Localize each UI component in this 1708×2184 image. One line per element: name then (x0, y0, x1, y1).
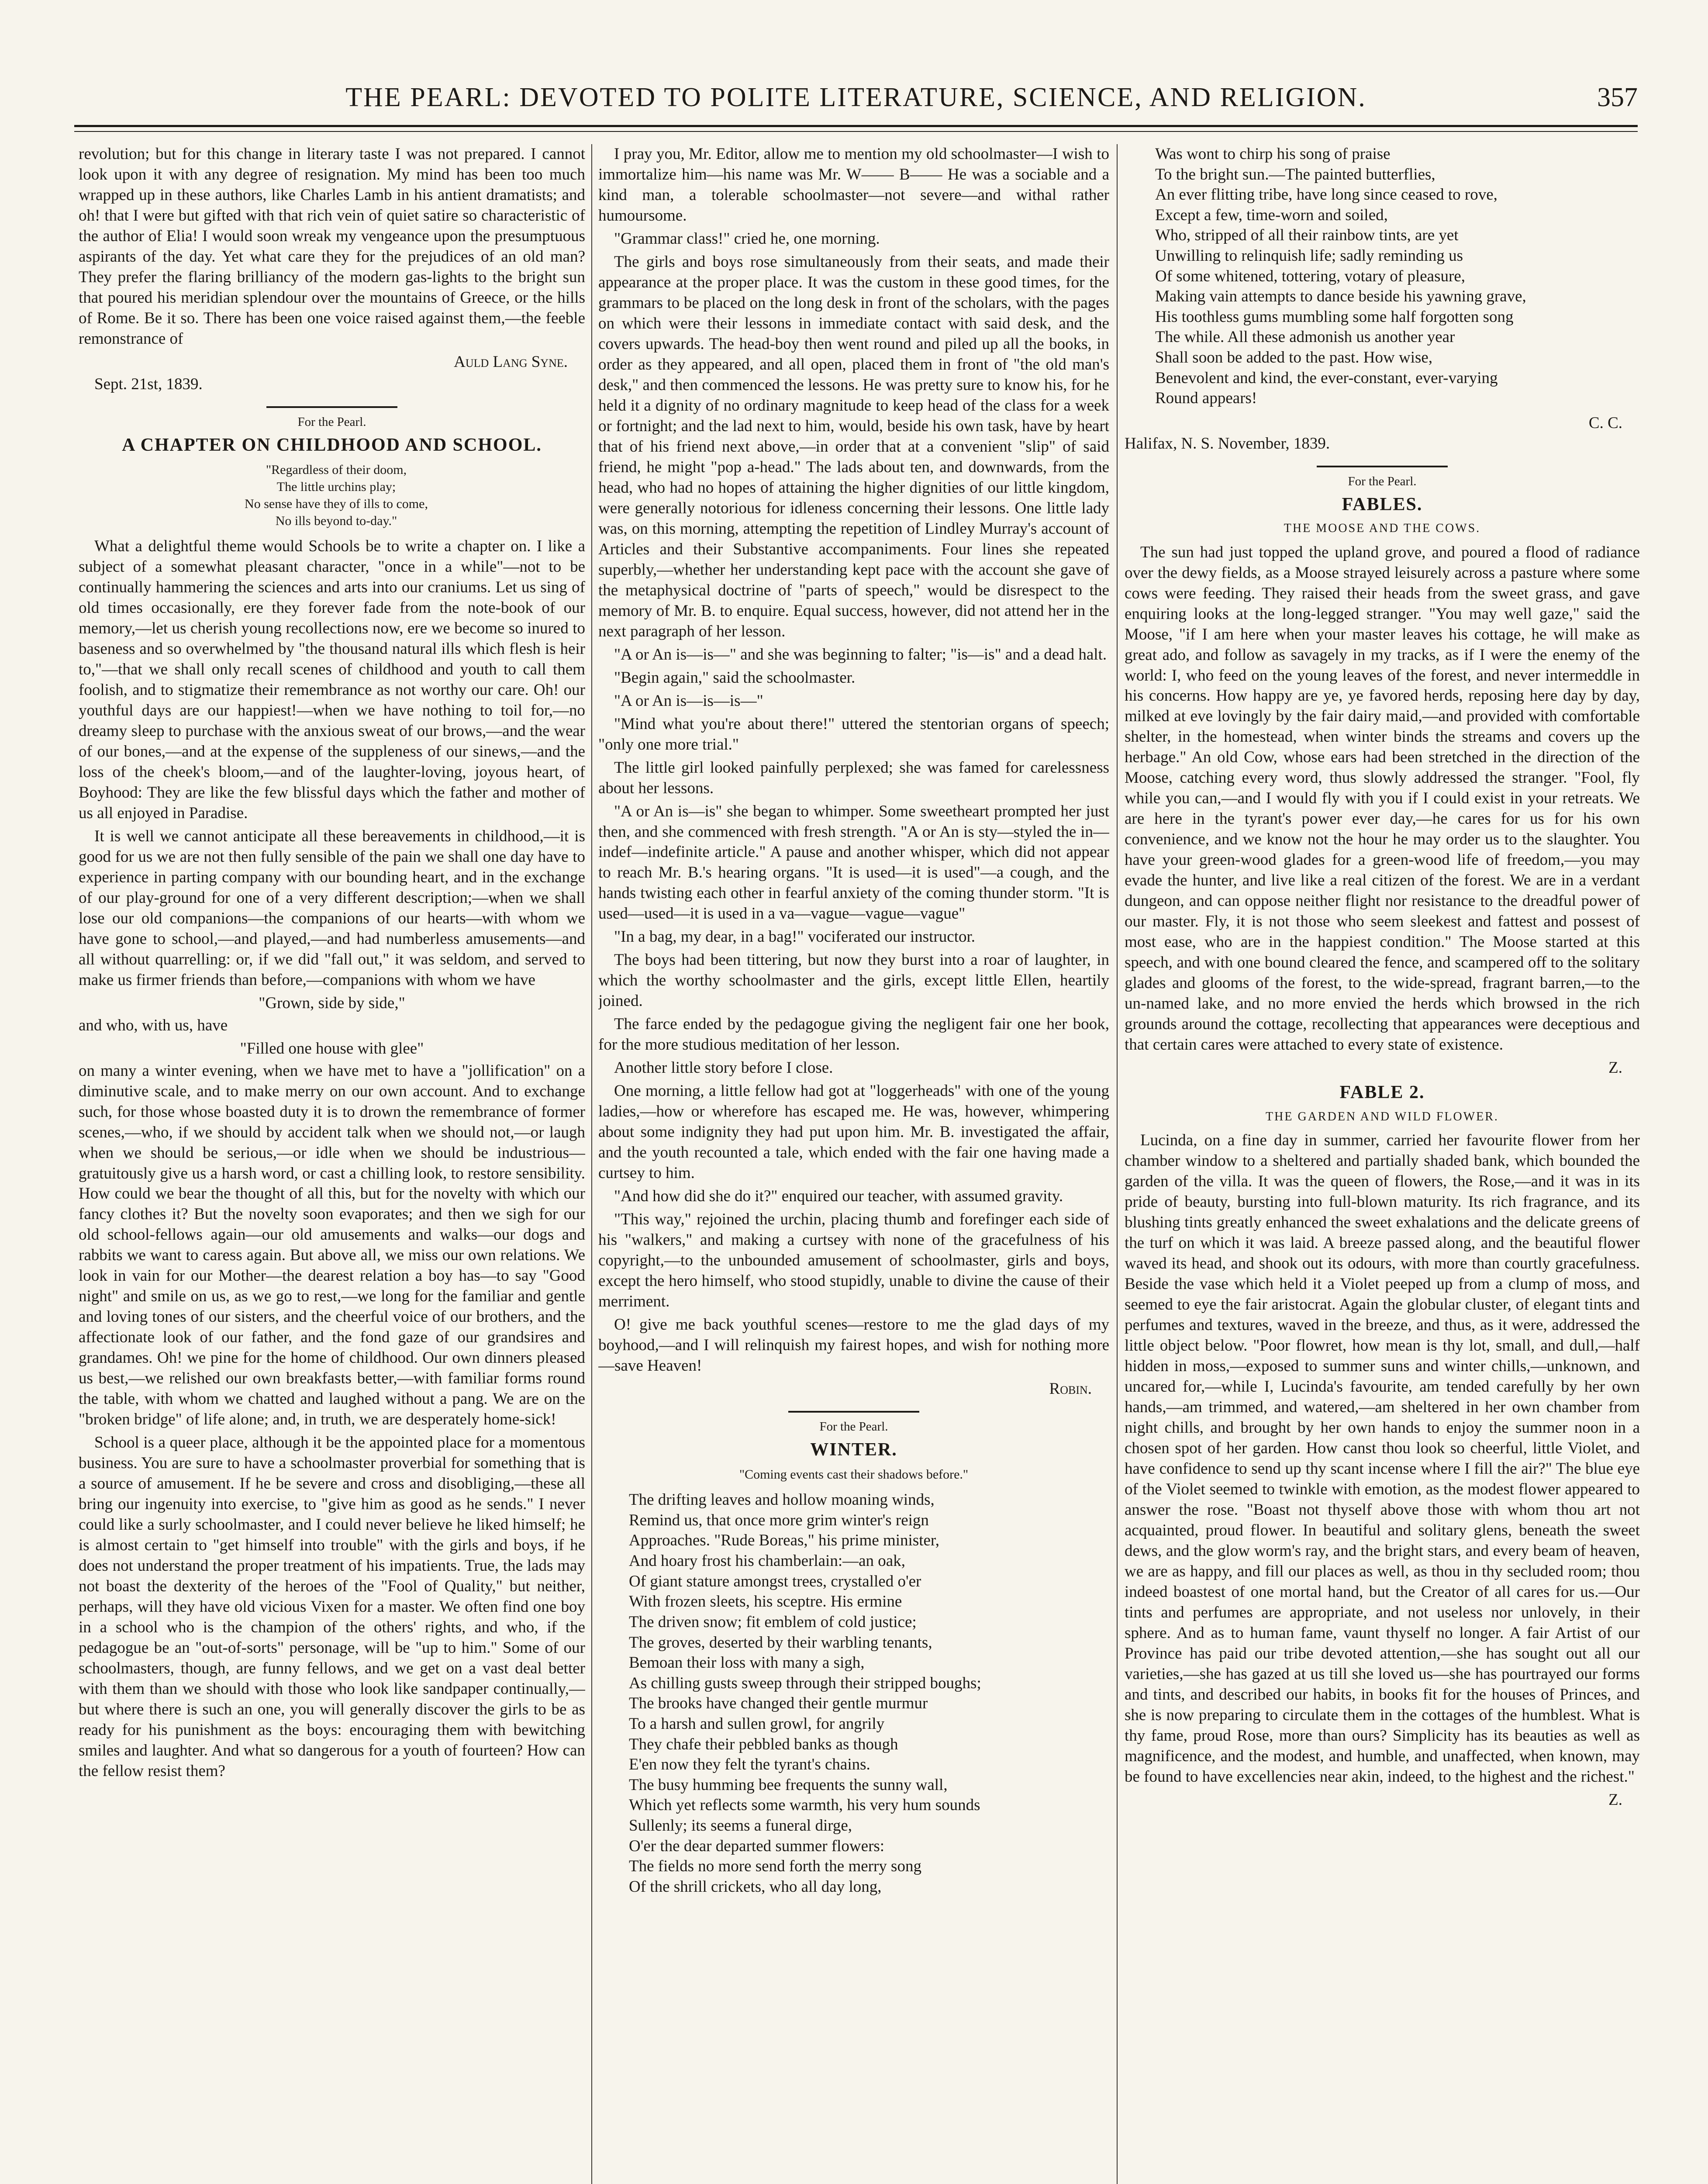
poem-line: Approaches. "Rude Boreas," his prime minister, (629, 1531, 940, 1550)
poem-line: Making vain attempts to dance beside his yawning grave, (1155, 287, 1526, 306)
fable1-signature: Z. (1608, 1059, 1622, 1077)
paragraph: "This way," rejoined the urchin, placing thumb and forefinger each side of his "walkers," and making a curtsey with none of the gracefulness of his copyright,—to the unbounded amusement of schoolmaster, girls and boys, except the hero himself, who stood stupidly, unable to divine the cause of their merriment. (598, 1210, 1109, 1311)
column-2 (598, 144, 1109, 2184)
poem-line: And hoary frost his chamberlain:—an oak, (629, 1552, 905, 1570)
epigraph-line: "Regardless of their doom, (266, 462, 407, 477)
header-rule (74, 125, 1638, 127)
paragraph: The farce ended by the pedagogue giving the negligent fair one her book, for the more studious meditation of her lesson. (598, 1015, 1109, 1054)
section-rule (266, 406, 397, 408)
for-the-pearl: For the Pearl. (297, 415, 366, 429)
poem-epigraph: "Coming events cast their shadows before." (739, 1467, 969, 1482)
poem-line: Who, stripped of all their rainbow tints, are yet (1155, 226, 1459, 245)
section-rule (788, 1411, 919, 1413)
fables-title: FABLES. (1342, 494, 1423, 515)
paragraph: "And how did she do it?" enquired our teacher, with assumed gravity. (614, 1187, 1063, 1206)
column-divider (1117, 144, 1118, 2184)
intro-signature: Auld Lang Syne. (454, 352, 568, 371)
paragraph: "Grammar class!" cried he, one morning. (614, 229, 880, 248)
page-header (74, 82, 1638, 148)
section-rule (1317, 466, 1448, 467)
paragraph: One morning, a little fellow had got at "loggerheads" with one of the young ladies,—how or wherefore has escaped me. He was, however, whimpering about some indignity they had put upon him. Mr. B. investigated the affair, and the youth recounted a tale, which ended with the fair one having made a curtsey to him. (598, 1082, 1109, 1182)
poem-line: The brooks have changed their gentle murmur (629, 1694, 928, 1713)
quote-line: "Grown, side by side," (259, 994, 405, 1012)
poem-line: Unwilling to relinquish life; sadly reminding us (1155, 247, 1463, 265)
intro-paragraph: revolution; but for this change in literary taste I was not prepared. I cannot look upon it with any degree of resignation. My mind has been too much wrapped up in these authors, like Charles Lamb in his antient dramatists; and oh! that I were but gifted with that rich vein of quiet satire so characteristic of the author of Elia! I would soon wreak my vengeance upon the presumptuous aspirants of the day. Yet what care they for the prejudices of an old man? They prefer the flaring brilliancy of the modern gas-lights to the bright sun that poured his meridian splendour over the mountains of Greece, or the hills of Rome. Be it so. There has been one voice raised against them,—the feeble remonstrance of (79, 145, 585, 348)
fable2-title: THE GARDEN AND WILD FLOWER. (1266, 1109, 1499, 1123)
paragraph: It is well we cannot anticipate all these bereavements in childhood,—it is good for us we are not then fully sensible of the pain we shall one day have to experience in parting company with our bounding heart, and in the exchange of our play-ground for one of a very different description;—when we shall lose our old companions—the companions of our hearts—with whom we have gone to school,—and played,—and had numberless amusements—and all without quarrelling: or, if we did "fall out," it was seldom, and served to make us firmer friends than before,—companions with whom we have (79, 827, 585, 989)
paragraph: Another little story before I close. (614, 1059, 833, 1077)
poem-line: To the bright sun.—The painted butterflies, (1155, 165, 1435, 183)
article-signature: Robin. (1049, 1380, 1092, 1398)
epigraph-line: The little urchins play; (276, 479, 396, 494)
poem-line: Except a few, time-worn and soiled, (1155, 206, 1388, 224)
poem-line: An ever flitting tribe, have long since ceased to rove, (1155, 186, 1498, 204)
for-the-pearl: For the Pearl. (1348, 474, 1417, 488)
epigraph-line: No sense have they of ills to come, (245, 496, 428, 511)
quote-line: "Filled one house with glee" (240, 1039, 424, 1057)
poem-line: E'en now they felt the tyrant's chains. (629, 1755, 870, 1774)
paragraph: and who, with us, have (79, 1016, 228, 1034)
header-rule-thin (74, 131, 1638, 132)
intro-date: Sept. 21st, 1839. (94, 375, 203, 393)
column-divider (591, 144, 592, 2184)
poem-line: Sullenly; its seems a funeral dirge, (629, 1816, 852, 1835)
poem-line: Remind us, that once more grim winter's reign (629, 1511, 929, 1529)
fable1-title: THE MOOSE AND THE COWS. (1284, 522, 1481, 536)
paragraph: "A or An is—is" she began to whimper. Some sweetheart prompted her just then, and she commenced with fresh strength. "A or An is sty—styled the in—indef—indefinite article." A pause and another whisper, which did not appear to reach Mr. B.'s hearing organs. "It is used—it is used"—a cough, and the hands twisting each other in fearful anxiety of the coming thunder storm. "It is used—used—it is used in a va—vague—vague—vague" (598, 802, 1109, 923)
poem-line: Benevolent and kind, the ever-constant, ever-varying (1155, 369, 1498, 387)
paragraph: What a delightful theme would Schools be to write a chapter on. I like a subject of a somewhat pleasant character, "once in a while"—not to be continually hammering the sciences and arts into our craniums. Let us sing of old times occasionally, ere they forever fade from the note-book of our memory,—let us cherish young recollections now, ere we become so inured to baseness and so overwhelmed by "the thousand natural ills which flesh is heir to,"—that we shall only recall scenes of childhood and youth to call them foolish, and to stigmatize their remembrance as not worthy our care. Oh! our youthful days are our happiest!—when we have nothing to toil for,—no dreamy sleep to purchase with the anxious sweat of our brows,—and the wear of our bones,—and at the expense of the suppleness of our sinews,—and the loss of the cheek's bloom,—and of the laughter-loving, joyous heart, of Boyhood: They are like the few blissful days which the father and mother of us all enjoyed in Paradise. (79, 537, 585, 822)
poem-line: They chafe their pebbled banks as though (629, 1735, 898, 1753)
article-title: A CHAPTER ON CHILDHOOD AND SCHOOL. (122, 435, 542, 455)
poem-line: As chilling gusts sweep through their stripped boughs; (629, 1674, 981, 1692)
poem-continued (1155, 144, 1640, 409)
paragraph: "Mind what you're about there!" uttered the stentorian organs of speech; "only one more trial." (598, 715, 1109, 753)
epigraph (79, 461, 585, 529)
epigraph-line: No ills beyond to-day." (275, 513, 397, 528)
poem-place-date: Halifax, N. S. November, 1839. (1125, 434, 1330, 453)
for-the-pearl: For the Pearl. (819, 1420, 888, 1434)
paragraph: "In a bag, my dear, in a bag!" vociferated our instructor. (614, 928, 976, 946)
poem-line: Bemoan their loss with many a sigh, (629, 1654, 865, 1672)
poem-line: Of giant stature amongst trees, crystalled o'er (629, 1572, 921, 1590)
poem-line: His toothless gums mumbling some half forgotten song (1155, 308, 1514, 326)
paragraph: on many a winter evening, when we have met to have a "jollification" on a diminutive scale, and to make merry on our own account. And to exchange such, for those whose boasted duty it is to drown the remembrance of former scenes,—who, if we should by accident talk when we should not,—or laugh when we should be serious,—or idle when we should be industrious—gratuitously give us a harsh word, or cast a chilling look, to restore sensibility. How could we bear the thought of all this, but for the novelty with which our fancy clothes it? But the novelty soon evaporates; and then we sigh for our old school-fellows again—our old amusements and walks—our dogs and rabbits we want to caress again. But above all, we miss our own relations. We look in vain for our Mother—the dearest relation a boy has—to say "Good night" and smile on us, as we go to rest,—we long for the familiar and gentle and loving tones of our sisters, and the cheerful voice of our brothers, and the affectionate look of our father, and the fond gaze of our grandsires and grandames. Oh! we pine for the home of childhood. Our own dinners pleased us best,—we relished our own breakfasts better,—with familiar forms round the table, with whom we chatted and laughed without a pang. We are on the "broken bridge" of life alone; and, in truth, we are desperately home-sick! (79, 1061, 585, 1429)
poem-line: The groves, deserted by their warbling tenants, (629, 1633, 932, 1652)
poem-line: The while. All these admonish us another year (1155, 328, 1455, 346)
paragraph: "Begin again," said the schoolmaster. (614, 668, 856, 687)
poem-line: To a harsh and sullen growl, for angrily (629, 1714, 885, 1733)
fable1-text: The sun had just topped the upland grove, and poured a flood of radiance over the dewy fields, as a Moose strayed leisurely across a pasture where some cows were feeding. They raised their heads from the sweet grass, and gave enquiring looks at the long-legged stranger. "You may well gaze," said the Moose, "if I am here when your master leaves his cottage, he will make as great ado, and follow as savagely in my tracks, as if I were the enemy of the world: I, who feed on the young leaves of the forest, and never intermeddle in his concerns. How happy are ye, ye favored herds, reposing here day by day, milked at eve lovingly by the fair dairy maid,—and provided with comfortable shelter, in the homestead, when winter binds the streams and covers up the herbage." An old Cow, whose ears had been stretched in the direction of the Moose, catching every word, thus slowly addressed the stranger. "Fool, fly while you can,—and I would fly with you if I could exist in your retreats. We are here in the tyrant's power ever day,—he cares for us for his own convenience, and we know not the hour he may order us to the slaughter. You have your green-wood glades for a green-wood life of freedom,—you may evade the hunter, and live like a real citizen of the forest. We are in a verdant dungeon, and can oppose neither flight nor resistance to the dreadful power of our master. Fly, it is not those who seem sleekest and fattest and possest of most ease, who are in the happiest condition." The Moose started at this speech, and with one bound cleared the fence, and scampered off to the solitary glades and glooms of the forest, to the wide-spread, fragrant barren,—to the un-named lake, and no more envied the herds which browsed in the rich grounds around the cottage, recollecting that appearances were deceptious and that certain cares were attached to every state of existence. (1125, 543, 1640, 1054)
poem-line: Of the shrill crickets, who all day long, (629, 1877, 882, 1896)
poem-line: The drifting leaves and hollow moaning winds, (629, 1491, 935, 1509)
paragraph: I pray you, Mr. Editor, allow me to mention my old schoolmaster—I wish to immortalize him—his name was Mr. W—— B—— He was a sociable and a kind man, a tolerable schoolmaster—not severe—and withal rather humoursome. (598, 145, 1109, 225)
poem-signature: C. C. (1588, 414, 1622, 432)
column-3 (1125, 144, 1640, 2184)
page-number: 357 (1597, 83, 1638, 112)
poem (629, 1490, 1109, 1897)
paragraph: O! give me back youthful scenes—restore to me the glad days of my boyhood,—and I will relinquish my fairest hopes, and wish for nothing more—save Heaven! (598, 1316, 1109, 1375)
poem-line: O'er the dear departed summer flowers: (629, 1837, 885, 1855)
poem-line: Was wont to chirp his song of praise (1155, 145, 1391, 163)
fable2-heading: FABLE 2. (1339, 1082, 1425, 1103)
column-1 (79, 144, 585, 2184)
paragraph: School is a queer place, although it be the appointed place for a momentous business. You are sure to have a schoolmaster proverbial for something that is a source of amusement. If he be severe and cross and disobliging,—these all bring our ingenuity into exercise, to "give him as good as he sends." I never could like a surly schoolmaster, and I could never believe he liked himself; he is almost certain to "get himself into trouble" with the girls and boys, if he does not understand the proper treatment of his impatients. True, the lads may not boast the dexterity of the heroes of the "Fool of Quality," but neither, perhaps, will they have old vicious Vixen for a master. We often find one boy in a school who is the champion of the others' rights, and who, if the pedagogue be an "out-of-sorts" personage, will be "up to him." Some of our schoolmasters, though, are funny fellows, and we get on a vast deal better with them than we should with those who look like sandpaper continually,—but where there is such an one, you will generally discover the girls to be as ready for his punishment as the boys: encouraging them with bewitching smiles and laughter. And what so dangerous for a youth of fourteen? How can the fellow resist them? (79, 1434, 585, 1780)
paragraph: The girls and boys rose simultaneously from their seats, and made their appearance at the proper place. It was the custom in these good times, for the grammars to be placed on the long desk in front of the scholars, with the pages on which were their lessons in immediate contact with said desk, and the covers upwards. The head-boy then went round and piled up all the books, in order as they appeared, and all open, placed them in front of "the old man's desk," and then commenced the lessons. He was pretty sure to know his, for he held it a dignity of no ordinary magnitude to keep head of the class for a week or fortnight; and the lad next to him, would, beside his own task, have by heart that of his friend next above,—in order that at a convenient "slip" of said friend, he might "pop a-head." The lads about ten, and downwards, from the head, who had no hopes of attaining the higher dignities of our little kingdom, were generally notorious for idleness concerning their lessons. One little lady was, on this morning, attempting the repetition of Lindley Murray's account of Articles and their Substantive accompaniments. Four lines she repeated superbly,—whether her understanding kept pace with the account she gave of the metaphysical doctrine of "parts of speech," would be disrespect to the memory of Mr. B. to enquire. Equal success, however, did not attend her in the next paragraph of her lesson. (598, 252, 1109, 640)
poem-title: WINTER. (810, 1439, 897, 1460)
paragraph: The little girl looked painfully perplexed; she was famed for carelessness about her lessons. (598, 758, 1109, 797)
poem-line: Of some whitened, tottering, votary of pleasure, (1155, 267, 1465, 285)
poem-line: Round appears! (1155, 389, 1257, 408)
poem-line: Shall soon be added to the past. How wise, (1155, 349, 1433, 367)
poem-line: The fields no more send forth the merry song (629, 1857, 921, 1876)
paragraph: "A or An is—is—" and she was beginning to falter; "is—is" and a dead halt. (614, 645, 1107, 663)
poem-line: With frozen sleets, his sceptre. His ermine (629, 1593, 902, 1611)
fable2-text: Lucinda, on a fine day in summer, carried her favourite flower from her chamber window to a sheltered and partially shaded bank, which bounded the garden of the villa. It was the queen of flowers, the Rose,—and it was in its pride of beauty, bursting into full-blown maturity. Its rich fragrance, and its blushing tints greatly enhanced the sweet exhalations and the delicate greens of the turf on which it was laid. A breeze passed along, and the beautiful flower waved its head, and shook out its odours, with more than courtly gracefulness. Beside the vase which held it a Violet peeped up from a clump of moss, and seemed to eye the fair aristocrat. Again the globular cluster, of elegant tints and perfumes and textures, waved in the breeze, and thus, as it were, addressed the little object below. "Poor flowret, how mean is thy lot, small, and dull,—half hidden in moss,—exposed to summer suns and winter chills,—unknown, and uncared for,—while I, Lucinda's favourite, am tended carefully by her own hands,—am trimmed, and watered,—am sheltered in her own chamber from night chills, and brought by her own hands to enjoy the summer noon in a chosen spot of her garden. How canst thou look so cheerful, little Violet, and have confidence to send up thy scant incense where I fill the air?" The blue eye of the Violet seemed to twinkle with emotion, as the modest flower appeared to answer the rose. "Boast not thyself above those with whom thou art not acquainted, proud flower. In beautiful and solitary glens, beneath the sweet dews, and the glow worm's ray, and the bright stars, and every beam of heaven, we are as happy, and fill our places as well, as thou in thy secluded room; thou indeed boastest of one mortal hand, but the Creator of all cares for us.—Our tints and perfumes are appropriate, and not useless nor unlovely, in their sphere. And as to human fame, vaunt thyself no longer. A fair Artist of our Province has paid our tribe devoted attention,—she has sought out all our varieties,—she has gazed at us till she loved us—she has pourtrayed our forms and tints, and described our habits, in books fit for the houses of Princes, and she is now preparing to circulate them in the cottages of the humblest. What is thy fame, proud Rose, more than ours? Simplicity has its beauties as well as magnificence, and the modest, and humble, and unaffected, when known, may be found to have excellencies near akin, indeed, to the highest and the richest." (1125, 1131, 1640, 1786)
poem-line: The busy humming bee frequents the sunny wall, (629, 1776, 948, 1794)
paragraph: "A or An is—is—is—" (614, 691, 763, 710)
poem-line: Which yet reflects some warmth, his very hum sounds (629, 1796, 980, 1814)
poem-line: The driven snow; fit emblem of cold justice; (629, 1613, 917, 1631)
fable2-signature: Z. (1608, 1790, 1622, 1809)
paragraph: The boys had been tittering, but now they burst into a roar of laughter, in which the worthy schoolmaster and the girls, except little Ellen, heartily joined. (598, 951, 1109, 1010)
journal-title: THE PEARL: DEVOTED TO POLITE LITERATURE, SCIENCE, AND RELIGION. (345, 83, 1366, 112)
